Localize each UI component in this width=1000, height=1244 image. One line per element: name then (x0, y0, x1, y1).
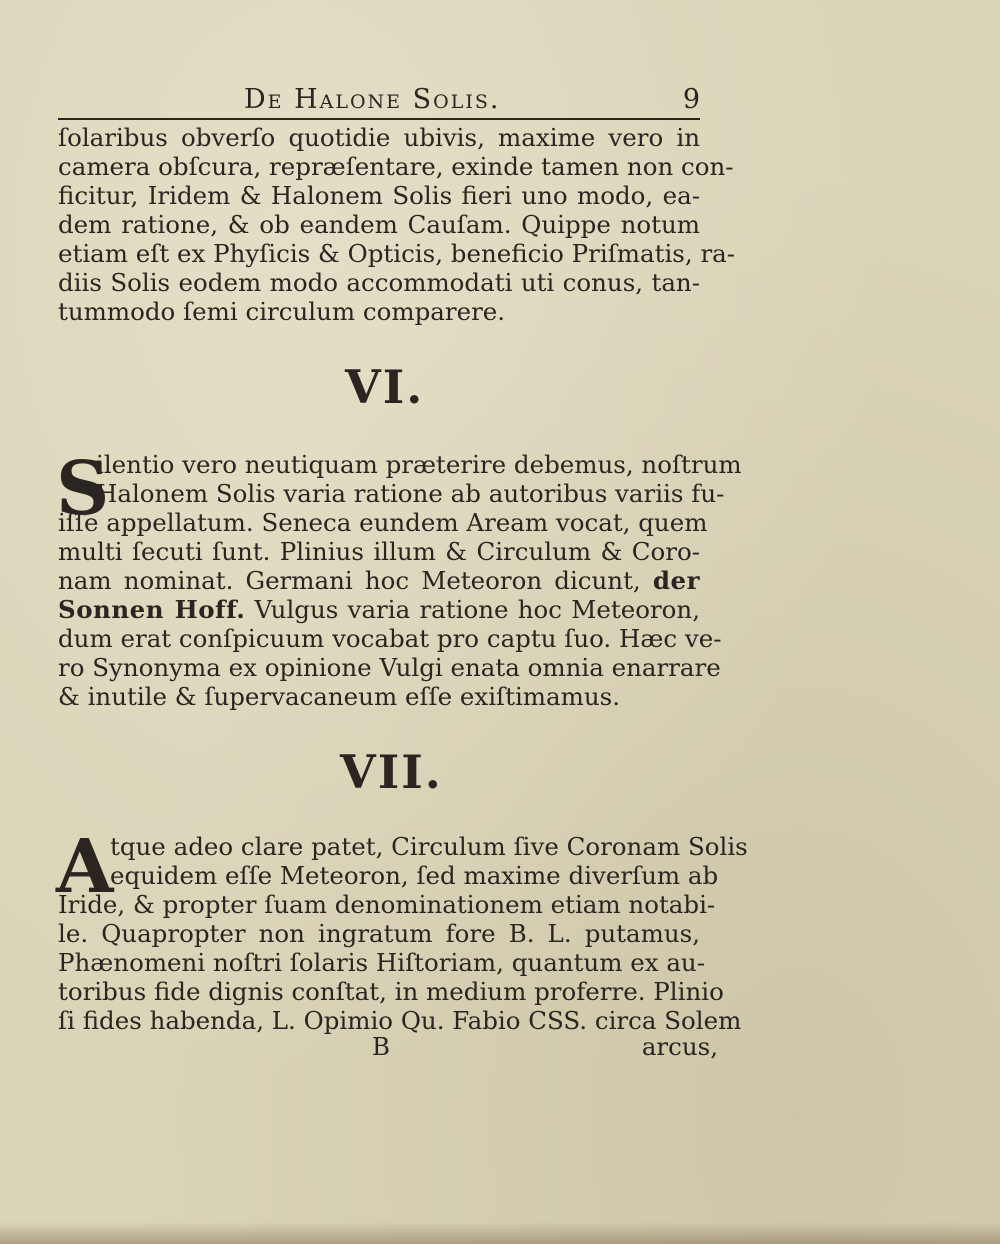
text-line: diis Solis eodem modo accommodati uti conus, tan- (58, 268, 700, 297)
signature-mark: B (372, 1032, 391, 1061)
paragraph-vi (56, 446, 742, 711)
text-line (58, 566, 700, 595)
running-title: De Halone Solis. (244, 84, 501, 115)
text-segment: nam nominat. Germani hoc Meteoron dicunt, (58, 566, 653, 595)
text-line: iſſe appellatum. Seneca eundem Aream vocat, quem (58, 508, 708, 537)
text-line: le. Quapropter non ingratum fore B. L. putamus, (58, 919, 700, 948)
text-segment: Vulgus varia ratione hoc Meteoron, (245, 595, 700, 624)
running-head (58, 84, 700, 120)
text-line: ſi fides habenda, L. Opimio Qu. Fabio CSS. circa Solem (58, 1006, 742, 1035)
page-number: 9 (682, 84, 700, 115)
text-line: tummodo ſemi circulum comparere. (58, 297, 506, 326)
text-line: & inutile & ſupervacaneum eſſe exiſtimamus. (58, 682, 621, 711)
catchword: arcus, (641, 1032, 718, 1061)
section-heading-vii: VII. (340, 745, 443, 799)
german-term: Sonnen Hoff. (58, 595, 246, 624)
page-edge-shadow (0, 1222, 1000, 1244)
drop-cap-a: A (56, 824, 114, 910)
text-line: equidem eſſe Meteoron, ſed maxime diverſum ab (110, 861, 719, 890)
text-line: ficitur, Iridem & Halonem Solis fieri uno modo, ea- (58, 181, 700, 210)
text-line (58, 595, 700, 624)
text-line: Phænomeni noſtri ſolaris Hiſtoriam, quantum ex au- (58, 948, 705, 977)
text-line: ſolaribus obverſo quotidie ubivis, maxime vero in (58, 123, 700, 152)
text-line: ro Synonyma ex opinione Vulgi enata omnia enarrare (58, 653, 721, 682)
drop-cap-s: S (56, 446, 110, 532)
text-line: toribus fide dignis conſtat, in medium proferre. Plinio (58, 977, 724, 1006)
text-line: tque adeo clare patet, Circulum ſive Coronam Solis (110, 832, 748, 861)
text-line: dem ratione, & ob eandem Cauſam. Quippe notum (58, 210, 700, 239)
text-line: multi ſecuti ſunt. Plinius illum & Circulum & Coro- (58, 537, 700, 566)
german-term: der (652, 566, 700, 595)
text-line: camera obſcura, repræſentare, exinde tamen non con- (58, 152, 734, 181)
page-footer (58, 1032, 718, 1064)
text-line: dum erat conſpicuum vocabat pro captu ſuo. Hæc ve- (58, 624, 722, 653)
paragraph-vii (56, 824, 748, 1035)
text-line: ilentio vero neutiquam præterire debemus, noſtrum (96, 450, 742, 479)
text-line: Halonem Solis varia ratione ab autoribus variis fu- (96, 479, 725, 508)
section-heading-vi: VI. (345, 360, 425, 414)
paragraph-1 (58, 123, 736, 326)
text-line: etiam eſt ex Phyſicis & Opticis, beneficio Priſmatis, ra- (58, 239, 736, 268)
text-line: Iride, & propter ſuam denominationem etiam notabi- (58, 890, 716, 919)
